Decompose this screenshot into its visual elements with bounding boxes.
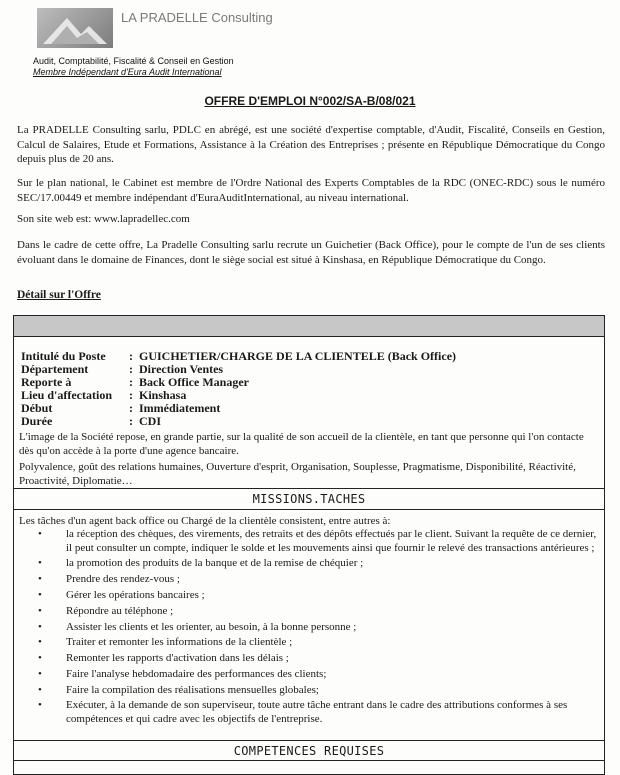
divider xyxy=(13,760,605,761)
qualities-text: Polyvalence, goût des relations humaines, Ouverture d'esprit, Organisation, Souplesse, Pragmatisme, Disponibilité, Réactivité, Proactivité, Diplomatie… xyxy=(19,461,576,487)
job-label: Lieu d'affectation xyxy=(21,388,112,402)
divider xyxy=(13,488,605,489)
competences-heading: COMPETENCES REQUISES xyxy=(233,744,385,758)
job-value: GUICHETIER/CHARGE DE LA CLIENTELE (Back Office) xyxy=(139,349,457,363)
job-colon: : xyxy=(129,388,133,402)
list-item: • Remonter les rapports d'activation dans les délais ; xyxy=(38,652,603,666)
tasks-intro: Les tâches d'un agent back office ou Chargé de la clientèle consistent, entre autres à: xyxy=(19,515,391,527)
job-colon: : xyxy=(129,375,133,389)
list-item: • Répondre au téléphone ; xyxy=(38,605,603,619)
list-item: • Assister les clients et les orienter, au besoin, à la bonne personne ; xyxy=(38,621,603,635)
missions-heading: MISSIONS.TACHES xyxy=(252,492,366,506)
website-paragraph: Son site web est: www.lapradellec.com xyxy=(17,213,190,225)
membership-line: Membre Indépendant d'Eura Audit International xyxy=(33,67,222,77)
list-item: • Exécuter, à la demande de son superviseur, toute autre tâche entrant dans le cadre des attributions conformes à ses compétences et qui cadre avec les objectifs de l'entreprise. xyxy=(38,699,603,726)
job-value: CDI xyxy=(139,414,162,428)
company-tagline: Audit, Comptabilité, Fiscalité & Conseil en Gestion xyxy=(33,56,234,66)
national-paragraph: Sur le plan national, le Cabinet est membre de l'Ordre National des Experts Comptables de la RDC (ONEC-RDC) sous le numéro SEC/17.00449 et membre indépendant d'EuraAuditInternational, au niveau international. xyxy=(17,177,605,204)
job-colon: : xyxy=(129,414,133,428)
list-item: • Prendre des rendez-vous ; xyxy=(38,573,603,587)
job-label: Début xyxy=(21,401,53,415)
company-image-text: L'image de la Société repose, en grande partie, sur la qualité de son accueil de la clientèle, en tant que personne qui l'on contacte dès qu'on accède à la porte d'une agence bancaire. xyxy=(19,431,584,457)
job-label: Intitulé du Poste xyxy=(21,349,106,363)
job-value: Kinshasa xyxy=(139,388,187,402)
list-item: • Faire la compilation des réalisations mensuelles globales; xyxy=(38,684,603,698)
list-item: • la promotion des produits de la banque et de la remise de chéquier ; xyxy=(38,557,603,571)
list-item: • la réception des chèques, des virements, des retraits et des dépôts effectués par le client. Suivant la requête de ce dernier, il peut consulter un compte, indiquer le solde et les mouvements ainsi que fournir le relevé des transactions antérieures ; xyxy=(38,528,603,555)
offer-context-paragraph: Dans le cadre de cette offre, La Pradelle Consulting sarlu recrute un Guichetier (Back Office), pour le compte de l'un de ses clients évoluant dans le domaine de Finances, dont le siège social est situé à Kinshasa, en République Démocratique du Congo. xyxy=(17,239,605,266)
job-colon: : xyxy=(129,362,133,376)
list-item: • Faire l'analyse hebdomadaire des performances des clients; xyxy=(38,668,603,682)
divider xyxy=(13,509,605,510)
tasks-list xyxy=(38,528,603,729)
company-brand: LA PRADELLE Consulting xyxy=(121,10,273,25)
job-label: Durée xyxy=(21,414,53,428)
job-colon: : xyxy=(129,401,133,415)
divider xyxy=(13,740,605,741)
job-value: Direction Ventes xyxy=(139,362,224,376)
company-logo xyxy=(37,8,113,48)
table-header-band xyxy=(14,316,604,337)
intro-paragraph: La PRADELLE Consulting sarlu, PDLC en abrégé, est une société d'expertise comptable, d'Audit, Fiscalité, Conseils en Gestion, Calcul de Salaires, Etude et Formations, Assistance à la Création des Entreprises ; présente en République Démocratique du Congo depuis plus de 20 ans. xyxy=(17,124,605,165)
job-colon: : xyxy=(129,349,133,363)
offer-title: OFFRE D'EMPLOI N°002/SA-B/08/021 xyxy=(204,94,416,108)
list-item: • Traiter et remonter les informations de la clientèle ; xyxy=(38,636,603,650)
job-label: Reporte à xyxy=(21,375,72,389)
job-value: Back Office Manager xyxy=(139,375,249,389)
list-item: • Gérer les opérations bancaires ; xyxy=(38,589,603,603)
job-label: Département xyxy=(21,362,89,376)
job-value: Immédiatement xyxy=(139,401,221,415)
detail-heading: Détail sur l'Offre xyxy=(17,289,101,301)
